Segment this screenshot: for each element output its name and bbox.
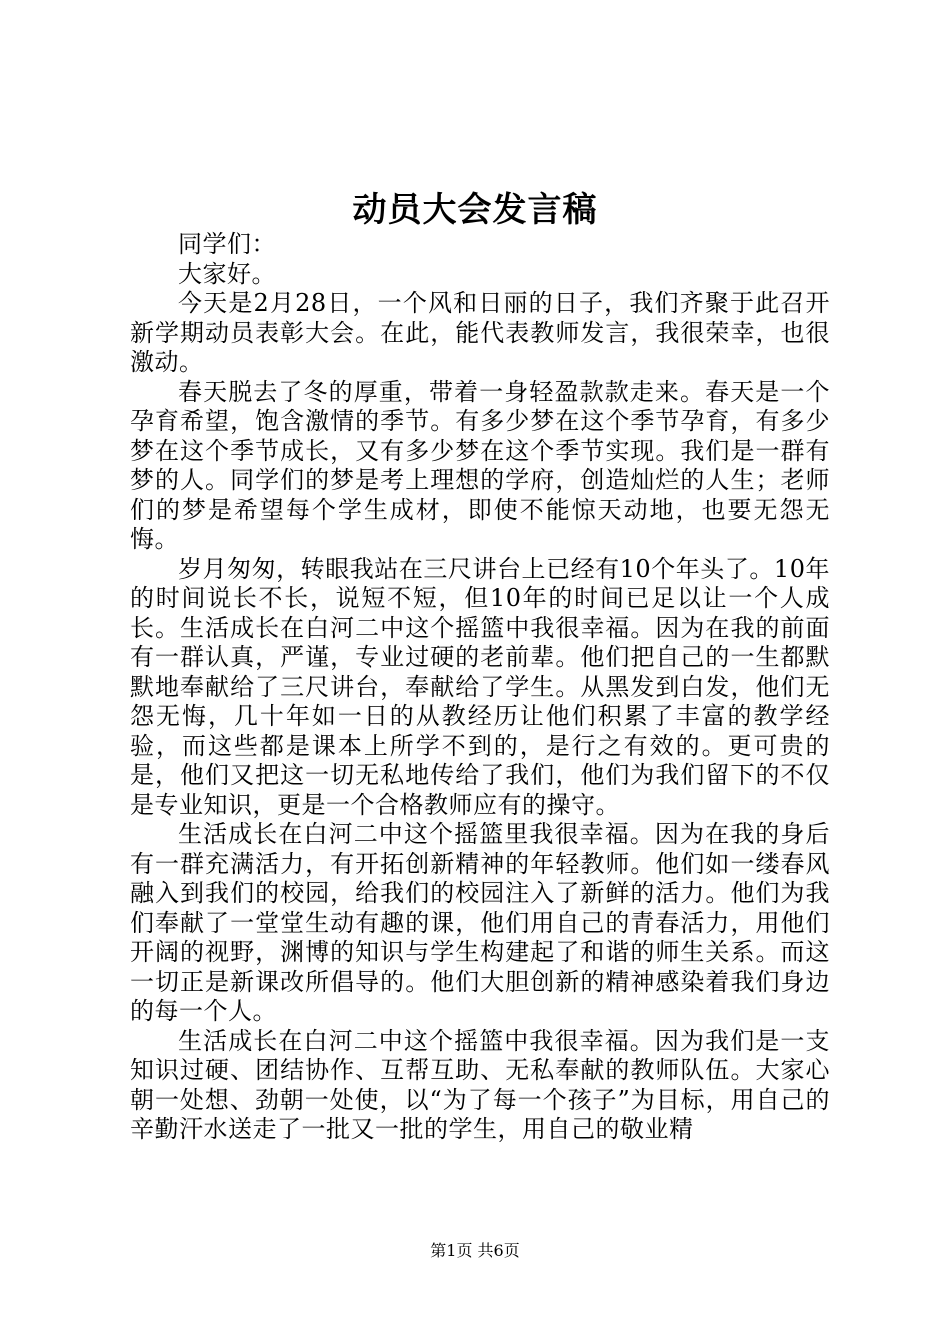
document-title: 动员大会发言稿	[352, 190, 598, 230]
body-paragraph: 生活成长在白河二中这个摇篮里我很幸福。因为在我的身后有一群充满活力，有开拓创新精神的年轻教师。他们如一缕春风融入到我们的校园，给我们的校园注入了新鲜的活力。他们为我们奉献了一堂堂生动有趣的课，他们用自己的青春活力，用他们开阔的视野，渊博的知识与学生构建起了和谐的师生关系。而这一切正是新课改所倡导的。他们大胆创新的精神感染着我们身边的每一个人。	[130, 820, 830, 1025]
body-paragraph: 岁月匆匆，转眼我站在三尺讲台上已经有10个年头了。10年的时间说长不长，说短不短，但10年的时间已足以让一个人成长。生活成长在白河二中这个摇篮中我很幸福。因为在我的前面有一群认真，严谨，专业过硬的老前辈。他们把自己的一生都默默地奉献给了三尺讲台，奉献给了学生。从黑发到白发，他们无怨无悔，几十年如一日的从教经历让他们积累了丰富的教学经验，而这些都是课本上所学不到的，是行之有效的。更可贵的是，他们又把这一切无私地传给了我们，他们为我们留下的不仅是专业知识，更是一个合格教师应有的操守。	[130, 554, 830, 819]
page-number-footer: 第1页 共6页	[430, 1241, 520, 1260]
greeting-paragraph: 大家好。	[178, 259, 276, 288]
document-body	[130, 230, 830, 1145]
body-paragraph: 今天是2月28日，一个风和日丽的日子，我们齐聚于此召开新学期动员表彰大会。在此，能代表教师发言，我很荣幸，也很激动。	[130, 289, 830, 376]
salutation-paragraph: 同学们：	[178, 230, 276, 258]
body-paragraph: 生活成长在白河二中这个摇篮中我很幸福。因为我们是一支知识过硬、团结协作、互帮互助、无私奉献的教师队伍。大家心朝一处想、劲朝一处使，以“为了每一个孩子”为目标，用自己的辛勤汗水送走了一批又一批的学生，用自己的敬业精	[130, 1026, 830, 1143]
body-paragraph: 春天脱去了冬的厚重，带着一身轻盈款款走来。春天是一个孕育希望，饱含激情的季节。有多少梦在这个季节孕育，有多少梦在这个季节成长，又有多少梦在这个季节实现。我们是一群有梦的人。同学们的梦是考上理想的学府，创造灿烂的人生；老师们的梦是希望每个学生成材，即使不能惊天动地，也要无怨无悔。	[130, 377, 830, 553]
